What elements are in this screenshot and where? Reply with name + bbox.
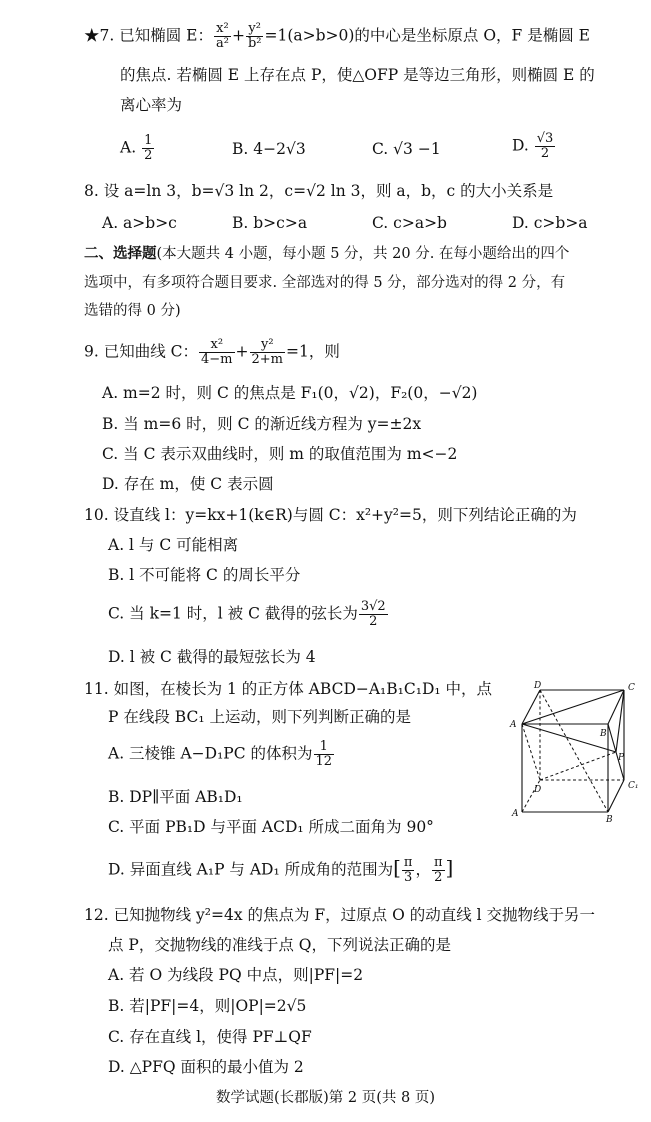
q7-fraction-y: $\frac{\text{y²}}{\text{b²}}$ xyxy=(247,21,262,51)
q9-option-a: A. m=2 时，则 C 的焦点是 F₁(0，√2)，F₂(0，−√2) xyxy=(102,384,478,402)
q7-option-b: B. 4−2√3 xyxy=(232,140,306,158)
q9-option-c: C. 当 C 表示双曲线时，则 m 的取值范围为 m<−2 xyxy=(102,445,458,463)
q9-option-b: B. 当 m=6 时，则 C 的渐近线方程为 y=±2x xyxy=(102,415,422,433)
q12-option-c: C. 存在直线 l，使得 PF⊥QF xyxy=(108,1028,312,1046)
q12-line2: 点 P，交抛物线的准线于点 Q，下列说法正确的是 xyxy=(108,936,451,954)
fig-label-p: P xyxy=(618,753,625,763)
section2-line1: 二、选择题(本大题共 4 小题，每小题 5 分，共 20 分. 在每小题给出的四个 xyxy=(84,245,570,262)
page-footer: 数学试题(长郡版)第 2 页(共 8 页) xyxy=(215,1090,435,1106)
q8-option-c: C. c>a>b xyxy=(372,214,447,232)
q12-option-d: D. △PFQ 面积的最小值为 2 xyxy=(108,1058,304,1076)
q7-option-c: C. √3 −1 xyxy=(372,140,441,158)
q7-line2: 的焦点. 若椭圆 E 上存在点 P，使△OFP 是等边三角形，则椭圆 E 的 xyxy=(120,66,595,84)
q11-line2: P 在线段 BC₁ 上运动，则下列判断正确的是 xyxy=(108,708,411,726)
q7-fraction-x: $\frac{\text{x²}}{\text{a²}}$ xyxy=(215,21,229,51)
q7-option-a: A. $\frac{1}{2}$ xyxy=(120,133,153,163)
section2-line3: 选错的得 0 分) xyxy=(84,303,181,319)
q8-option-b: B. b>c>a xyxy=(232,214,308,232)
q11-option-d: D. 异面直线 A₁P 与 AD₁ 所成角的范围为[ $\frac{\pi}{3}$ ， $\frac{\pi}{2}$ ] xyxy=(108,855,454,885)
section2-line2: 选项中，有多项符合题目要求. 全部选对的得 5 分，部分选对的得 2 分，有 xyxy=(84,275,566,291)
q7-stem-suffix: =1(a>b>0)的中心是坐标原点 O，F 是椭圆 E xyxy=(264,26,590,45)
q11-option-c: C. 平面 PB₁D 与平面 ACD₁ 所成二面角为 90° xyxy=(108,818,434,836)
q8-option-a: A. a>b>c xyxy=(102,214,177,232)
q10-option-b: B. l 不可能将 C 的周长平分 xyxy=(108,566,301,584)
section2-title: 二、选择题 xyxy=(84,245,157,262)
q8-option-d: D. c>b>a xyxy=(512,214,588,232)
q10-option-c: C. 当 k=1 时，l 被 C 截得的弦长为 $\frac{3√2}{2}$ xyxy=(108,599,386,629)
q7-line3: 离心率为 xyxy=(120,96,183,114)
fig-label-b1: B xyxy=(600,729,607,739)
q11-option-a: A. 三棱锥 A−D₁PC 的体积为 $\frac{1}{12}$ xyxy=(108,739,333,769)
fig-label-d1: D xyxy=(534,681,542,691)
q11-option-b: B. DP∥平面 AB₁D₁ xyxy=(108,788,243,806)
q9-option-d: D. 存在 m，使 C 表示圆 xyxy=(102,475,274,493)
fig-label-b: B xyxy=(606,815,613,822)
fig-label-d: D xyxy=(534,785,542,795)
q9-fraction-y: $\frac{\text{y²}}{2+m}$ xyxy=(251,337,284,367)
q12-option-b: B. 若|PF|=4，则|OP|=2√5 xyxy=(108,997,307,1015)
fig-label-a: A xyxy=(512,809,519,819)
q10-stem: 10. 设直线 l：y=kx+1(k∈R)与圆 C：x²+y²=5，则下列结论正确的为 xyxy=(84,506,577,524)
q11-line1: 11. 如图，在棱长为 1 的正方体 ABCD−A₁B₁C₁D₁ 中，点 xyxy=(84,680,493,698)
q10-option-d: D. l 被 C 截得的最短弦长为 4 xyxy=(108,648,316,666)
q8-stem: 8. 设 a=ln 3，b=√3 ln 2，c=√2 ln 3，则 a，b，c 的大小关系是 xyxy=(84,182,554,200)
q9-fraction-x: $\frac{\text{x²}}{4-m}$ xyxy=(201,337,233,367)
q12-option-a: A. 若 O 为线段 PQ 中点，则|PF|=2 xyxy=(108,966,364,984)
fig-label-c1: C xyxy=(628,683,635,693)
q7-option-d: D. $\frac{√3}{2}$ xyxy=(512,131,554,161)
q12-line1: 12. 已知抛物线 y²=4x 的焦点为 F，过原点 O 的动直线 l 交抛物线于另一 xyxy=(84,906,596,924)
cube-figure xyxy=(508,680,646,822)
q7-stem-prefix: ★7. 已知椭圆 E： xyxy=(84,26,213,45)
q9-stem: 9. 已知曲线 C： $\frac{\text{x²}}{4-m}$ + $\frac{\text{y²}}{2+m}$ =1，则 xyxy=(84,337,340,367)
fig-label-c: C₁ xyxy=(628,781,639,791)
q10-option-a: A. l 与 C 可能相离 xyxy=(108,536,239,554)
q7-line1: ★7. 已知椭圆 E： $\frac{\text{x²}}{\text{a²}}$ + $\frac{\text{y²}}{\text{b²}}$ =1(a>b>0)的中心是坐标原点 O，F 是椭圆 E xyxy=(84,21,590,51)
fig-label-a1: A xyxy=(510,720,517,730)
